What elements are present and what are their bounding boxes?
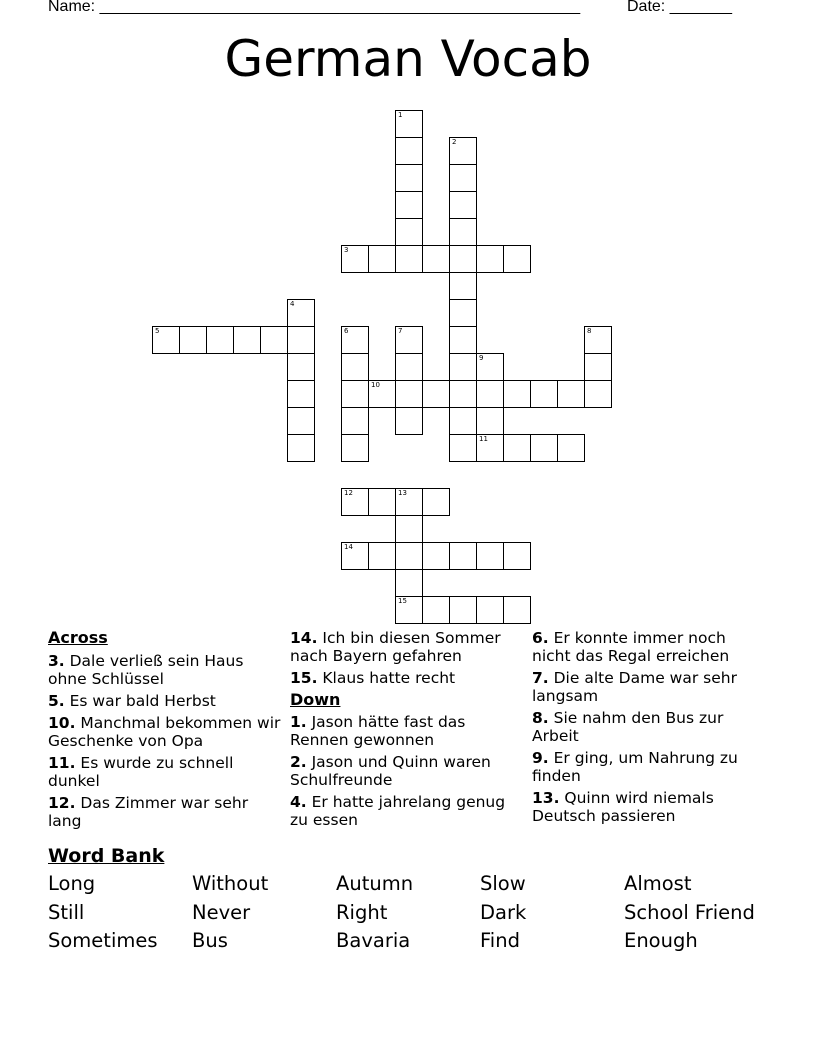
clue-text: Ich bin diesen Sommer nach Bayern gefahren [290,629,501,665]
across-clue [48,652,284,688]
grid-cell[interactable] [287,326,315,354]
date-field: Date: _______ [627,0,732,15]
grid-cell[interactable] [476,407,504,435]
clue-heading: Down [290,690,341,709]
clue-num: 12. [48,794,76,812]
grid-cell[interactable] [503,245,531,273]
down-clue [532,749,768,785]
grid-cell[interactable] [368,380,396,408]
grid-cell[interactable] [449,353,477,381]
clue-heading: Across [48,628,108,647]
word-bank-item: Slow [480,872,526,895]
grid-cell[interactable] [395,110,423,138]
down-clue [290,793,526,829]
word-bank-item: Bavaria [336,929,411,952]
word-bank-item: Dark [480,900,527,924]
clue-number: 13 [398,489,407,497]
grid-cell[interactable] [368,245,396,273]
grid-cell[interactable] [287,380,315,408]
grid-cell[interactable] [395,488,423,516]
clue-num: 13. [532,789,560,807]
grid-cell[interactable] [449,299,477,327]
clue-text: Jason hätte fast das Rennen gewonnen [290,713,466,749]
clue-num: 10. [48,714,76,732]
grid-cell[interactable] [584,326,612,354]
grid-cell[interactable] [341,407,369,435]
grid-cell[interactable] [584,380,612,408]
grid-cell[interactable] [503,596,531,624]
down-clue [532,709,768,745]
grid-cell[interactable] [179,326,207,354]
word-bank-item: Bus [192,929,228,952]
down-clue [532,629,768,665]
clue-num: 8. [532,709,549,727]
grid-cell[interactable] [287,299,315,327]
grid-cell[interactable] [476,353,504,381]
grid-cell[interactable] [395,596,423,624]
clue-num: 9. [532,749,549,767]
grid-cell[interactable] [449,191,477,219]
grid-cell[interactable] [557,434,585,462]
across-clue [48,794,284,830]
clue-text: Sie nahm den Bus zur Arbeit [532,709,724,745]
grid-cell[interactable] [422,596,450,624]
grid-cell[interactable] [449,137,477,165]
grid-cell[interactable] [503,434,531,462]
clue-num: 14. [290,629,318,647]
clue-num: 3. [48,652,65,670]
grid-cell[interactable] [422,542,450,570]
grid-cell[interactable] [287,434,315,462]
grid-cell[interactable] [557,380,585,408]
clue-text: Er hatte jahrelang genug zu essen [290,793,506,829]
clue-num: 5. [48,692,65,710]
name-field: Name: ______________________________________________________ [48,0,581,15]
clue-number: 12 [344,489,353,497]
grid-cell[interactable] [260,326,288,354]
clues-column-1 [48,629,284,834]
word-bank-item: Almost [624,872,692,895]
clue-number: 11 [479,435,488,443]
clue-num: 15. [290,669,318,687]
grid-cell[interactable] [449,326,477,354]
grid-cell[interactable] [422,245,450,273]
clue-number: 10 [371,381,380,389]
grid-cell[interactable] [584,353,612,381]
grid-cell[interactable] [449,407,477,435]
grid-cell[interactable] [530,380,558,408]
grid-cell[interactable] [395,569,423,597]
grid-cell[interactable] [476,542,504,570]
grid-cell[interactable] [368,542,396,570]
grid-cell[interactable] [449,542,477,570]
word-bank-item: Never [192,900,251,924]
grid-cell[interactable] [449,164,477,192]
grid-cell[interactable] [341,245,369,273]
word-bank-item: Find [480,929,520,952]
grid-cell[interactable] [368,488,396,516]
grid-cell[interactable] [503,542,531,570]
clue-text: Klaus hatte recht [317,669,456,687]
clue-text: Quinn wird niemals Deutsch passieren [532,789,714,825]
clue-num: 11. [48,754,76,772]
grid-cell[interactable] [449,245,477,273]
clue-number: 14 [344,543,353,551]
down-clue [532,789,768,825]
clue-text: Es war bald Herbst [64,692,216,710]
clue-text: Die alte Dame war sehr langsam [532,669,737,705]
across-clue [48,754,284,790]
clue-text: Manchmal bekommen wir Geschenke von Opa [48,714,281,750]
grid-cell[interactable] [476,434,504,462]
grid-cell[interactable] [395,542,423,570]
clue-number: 15 [398,597,407,605]
clues-column-2 [290,629,526,833]
grid-cell[interactable] [395,380,423,408]
clue-text: Er konnte immer noch nicht das Regal erreichen [532,629,730,665]
grid-cell[interactable] [341,488,369,516]
grid-cell[interactable] [476,380,504,408]
grid-cell[interactable] [341,380,369,408]
grid-cell[interactable] [152,326,180,354]
grid-cell[interactable] [449,218,477,246]
grid-cell[interactable] [395,407,423,435]
clue-num: 6. [532,629,549,647]
grid-cell[interactable] [395,164,423,192]
grid-cell[interactable] [395,218,423,246]
clue-num: 1. [290,713,307,731]
grid-cell[interactable] [422,380,450,408]
across-clue [290,629,526,665]
clue-num: 4. [290,793,307,811]
word-bank-item: School Friend [624,900,755,924]
grid-cell[interactable] [341,326,369,354]
grid-cell[interactable] [449,380,477,408]
clue-num: 7. [532,669,549,687]
across-clue [290,669,526,687]
grid-cell[interactable] [341,542,369,570]
grid-cell[interactable] [449,596,477,624]
clue-number: 5 [155,327,160,335]
across-clue [48,692,284,710]
word-bank-item: Autumn [336,872,414,895]
word-bank-title: Word Bank [48,845,165,867]
word-bank-item: Still [48,900,85,924]
down-clue [290,713,526,749]
grid-cell[interactable] [233,326,261,354]
grid-cell[interactable] [287,407,315,435]
grid-cell[interactable] [395,137,423,165]
word-bank-item: Right [336,900,388,924]
grid-cell[interactable] [287,353,315,381]
grid-cell[interactable] [341,434,369,462]
grid-cell[interactable] [449,434,477,462]
grid-cell[interactable] [530,434,558,462]
clue-number: 2 [452,138,457,146]
grid-cell[interactable] [449,272,477,300]
page-title: German Vocab [224,30,592,88]
clue-text: Das Zimmer war sehr lang [48,794,249,830]
clue-text: Es wurde zu schnell dunkel [48,754,234,790]
across-clue [48,714,284,750]
word-bank-item: Sometimes [48,929,158,952]
down-clue [290,753,526,789]
grid-cell[interactable] [395,245,423,273]
clue-text: Dale verließ sein Haus ohne Schlüssel [48,652,244,688]
clue-num: 2. [290,753,307,771]
word-bank-item: Enough [624,929,698,952]
grid-cell[interactable] [395,353,423,381]
clue-number: 4 [290,300,295,308]
grid-cell[interactable] [395,326,423,354]
word-bank [48,873,808,953]
clue-number: 8 [587,327,592,335]
clue-number: 9 [479,354,484,362]
word-bank-item: Without [192,872,269,895]
clue-number: 6 [344,327,349,335]
clue-text: Jason und Quinn waren Schulfreunde [290,753,491,789]
clue-number: 1 [398,111,403,119]
grid-cell[interactable] [476,245,504,273]
grid-cell[interactable] [476,596,504,624]
grid-cell[interactable] [395,191,423,219]
grid-cell[interactable] [395,515,423,543]
grid-cell[interactable] [206,326,234,354]
down-clue [532,669,768,705]
clues-column-3 [532,629,768,829]
clue-text: Er ging, um Nahrung zu finden [532,749,738,785]
word-bank-item: Long [48,872,96,895]
grid-cell[interactable] [422,488,450,516]
clue-number: 7 [398,327,403,335]
clue-number: 3 [344,246,349,254]
grid-cell[interactable] [341,353,369,381]
grid-cell[interactable] [503,380,531,408]
